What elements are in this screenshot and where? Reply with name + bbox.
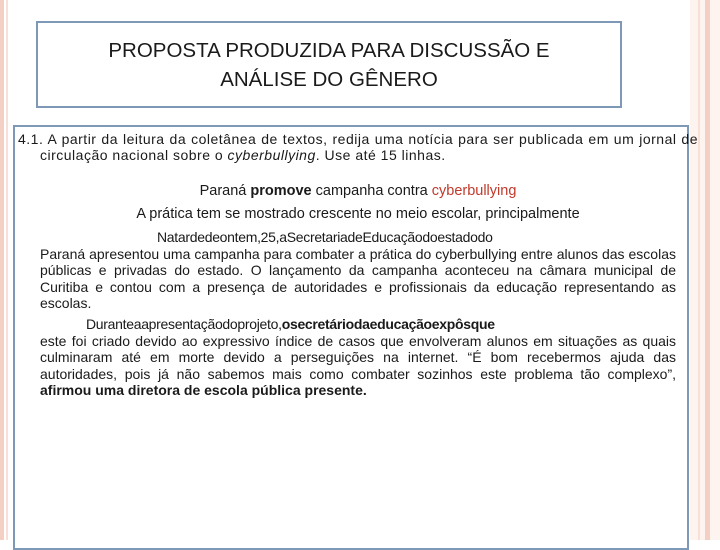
right-decor-stripe [705,0,710,540]
headline-verb: promove [250,183,312,199]
paragraph-2-closing: afirmou uma diretora de escola pública presente. [40,382,367,398]
right-decor-stripe-thin [698,0,700,540]
question-text: 4.1. A partir da leitura da coletânea de textos, redija uma notícia para ser publicada em um jornal de circulação nacional sobre o [18,131,698,163]
question-prompt [18,131,698,163]
news-headline [40,182,676,200]
headline-keyword: cyberbullying [431,183,517,199]
paragraph-2-first-line [40,316,676,333]
question-emphasis: cyberbullying [227,147,316,163]
news-paragraph-2 [40,316,676,399]
question-text-end: . Use até 15 linhas. [315,147,446,163]
paragraph-2-lead: Duranteaapresentaçãodoprojeto, [86,316,282,332]
headline-part-mid: campanha contra [311,183,432,199]
slide-title-box [36,21,622,108]
paragraph-2-text: este foi criado devido ao expressivo índice de casos que envolveram alunos em situações as quais culminaram até em morte devido a perseguições na internet. “É bom recebermos ajuda das autoridades, pois já não sabemos mais como combater sozinhos este problema tão complexo”, [40,332,676,382]
left-decor-stripe-thin [6,0,8,540]
headline-part: Paraná [199,183,251,199]
paragraph-1-first-line: Natardedeontem,25,aSecretariadeEducaçãodoestadodo [157,229,493,245]
left-decor-stripe [0,0,4,540]
paragraph-2-body [40,333,676,399]
slide-title-line-2: ANÁLISE DO GÊNERO [220,67,438,91]
slide-title-line-1: PROPOSTA PRODUZIDA PARA DISCUSSÃO E [108,38,550,62]
news-paragraph-1 [40,229,676,312]
paragraph-1-body: Paraná apresentou uma campanha para combater a prática do cyberbullying entre alunos das escolas públicas e privadas do estado. O lançamento da campanha aconteceu na câmara municipal de Curitiba e contou com a presença de autoridades e profissionais da educação representando as escolas. [40,245,676,311]
news-subtitle: A prática tem se mostrado crescente no meio escolar, principalmente [136,206,580,222]
paragraph-2-lead-bold: osecretáriodaeducaçãoexpôsque [281,316,495,332]
